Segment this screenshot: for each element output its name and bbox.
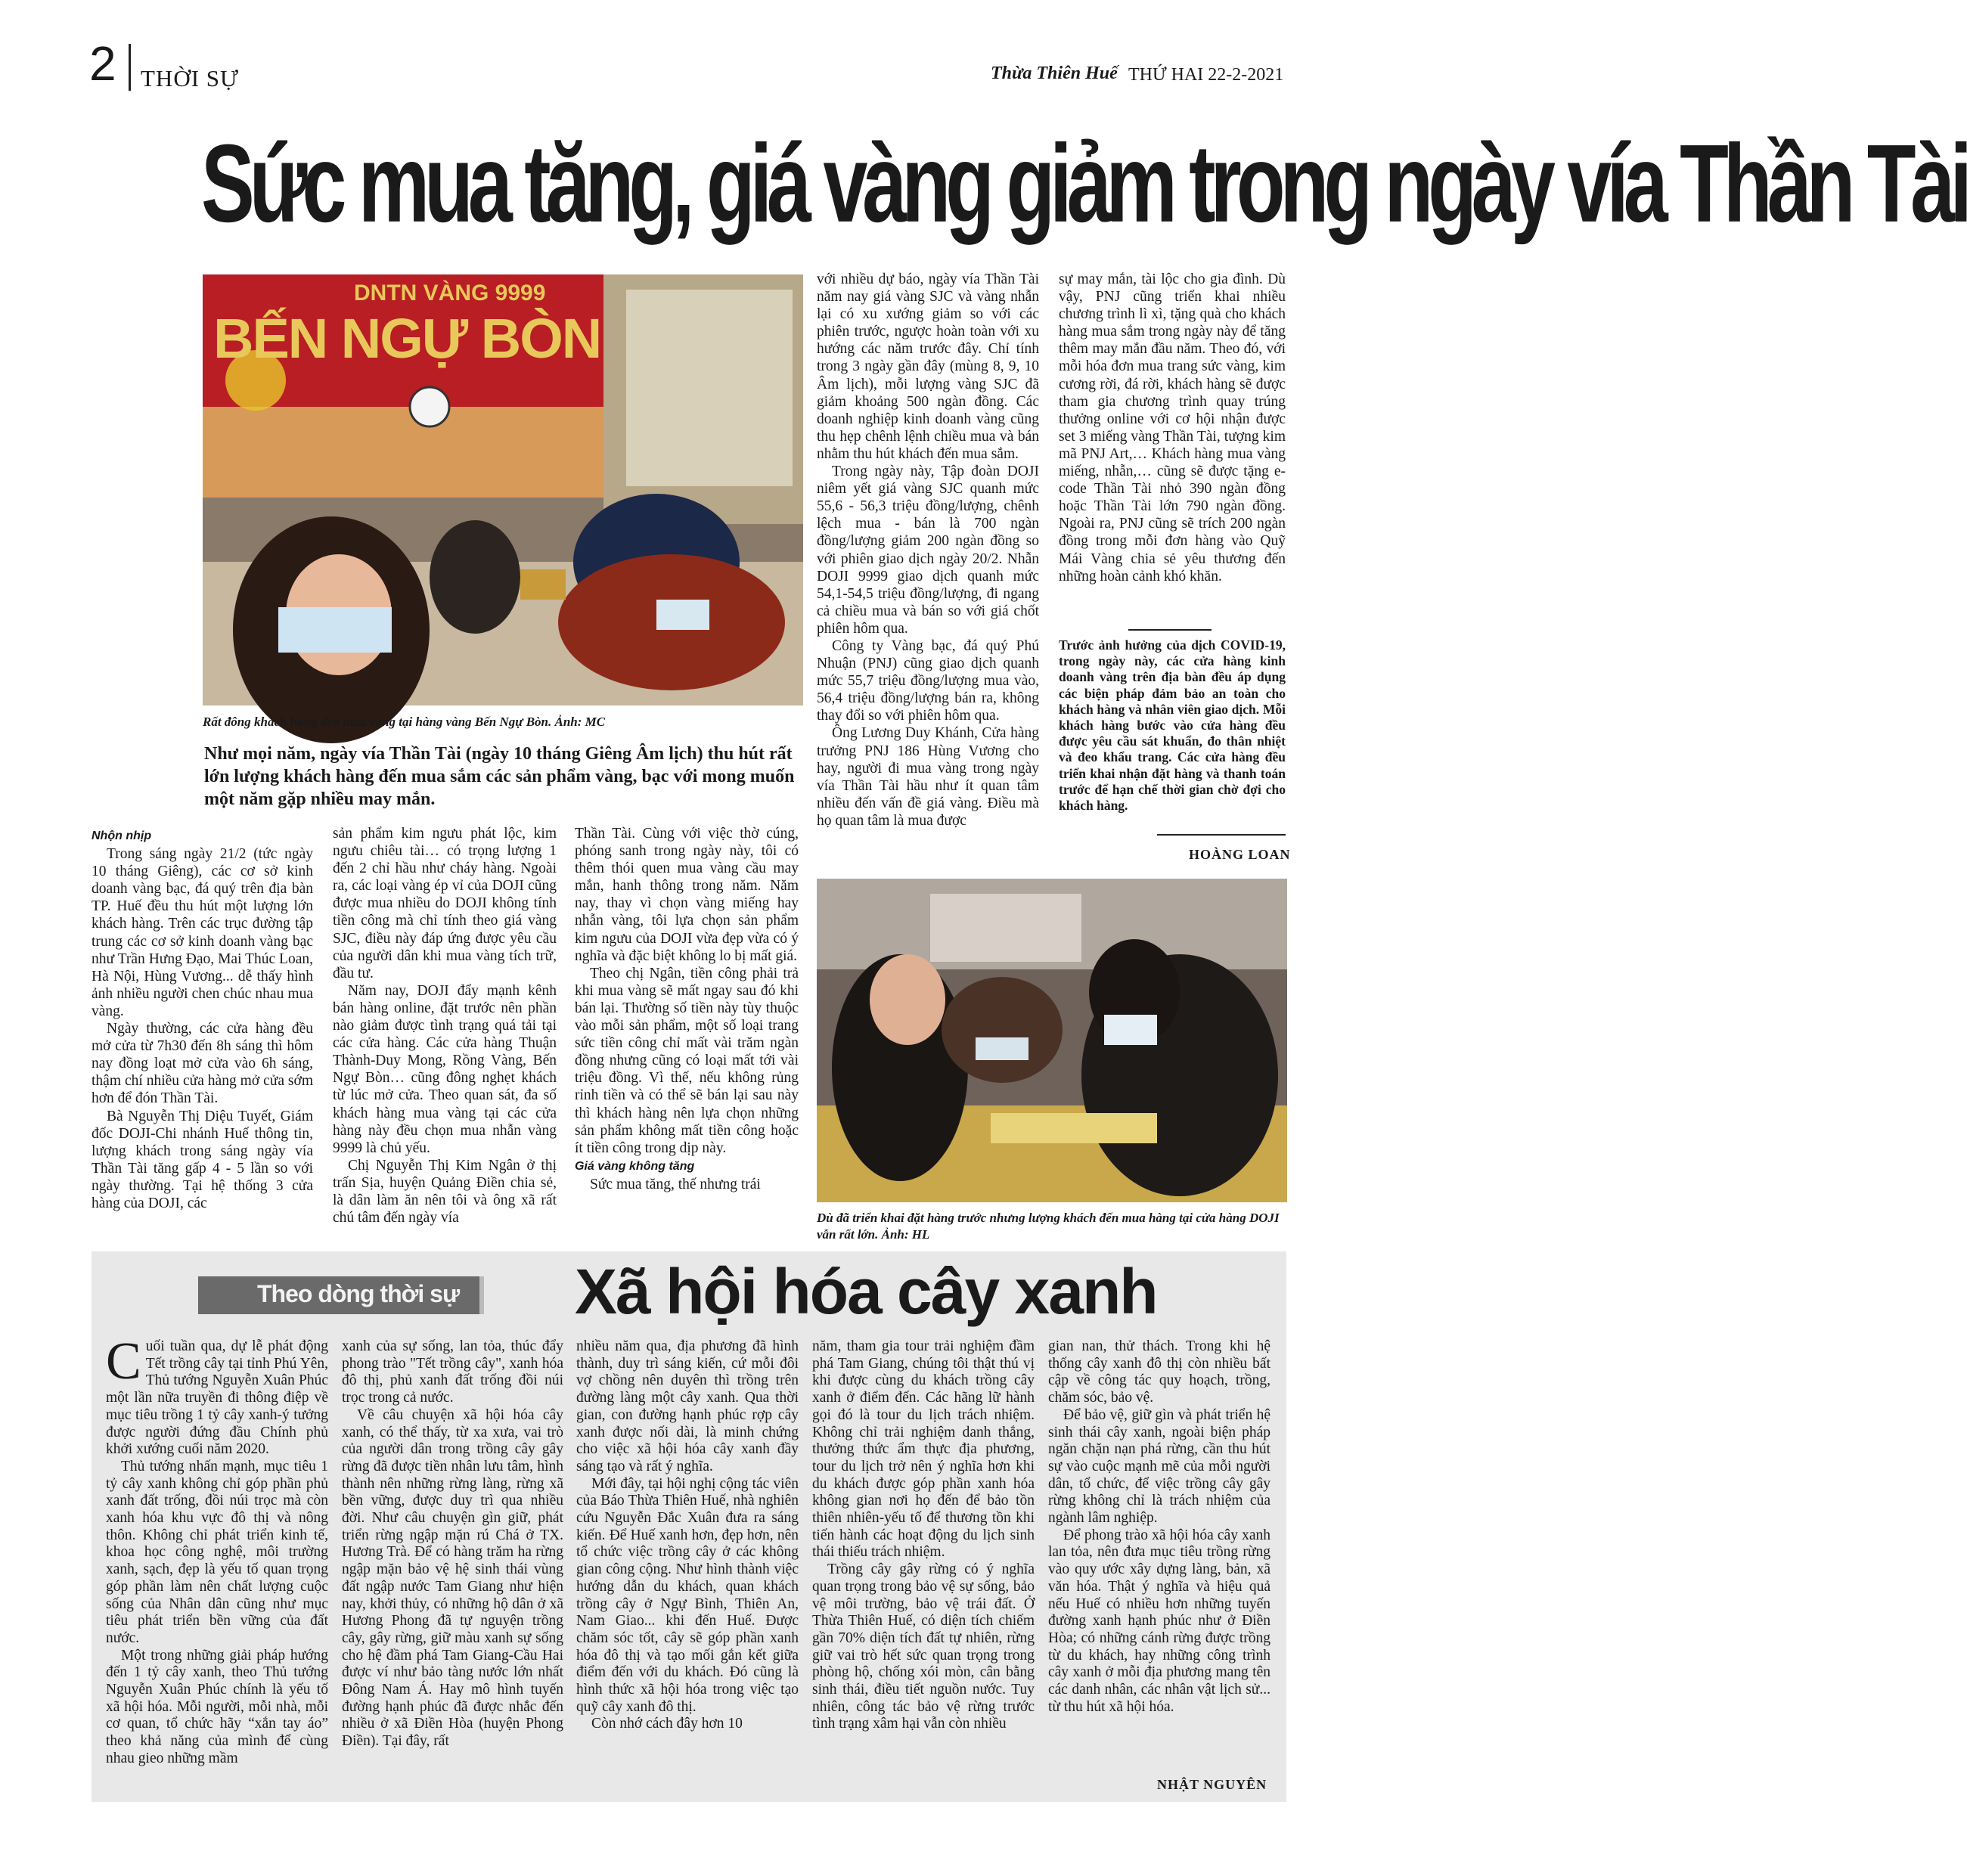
section-name: THỜI SỰ: [141, 65, 240, 91]
paragraph: Theo chị Ngân, tiền công phải trả khi mua vàng sẽ mất ngay sau đó khi bán lại. Thường số tiền này tùy thuộc vào mỗi sản phẩm, một số loại trang sức tiền công chỉ mất vài trăm ngàn đồng nhưng cũng có loại mất tới vài triệu đồng. Vì thế, nếu không rủng rỉnh tiền và có thể sẽ bán lại sau này thì khách hàng nên lựa chọn những sản phẩm không mất tiền công hoặc ít tiền công trong dịp này.: [575, 965, 799, 1156]
paragraph: Sức mua tăng, thế nhưng trái: [590, 1176, 761, 1192]
photo-store-name: BẾN NGỰ BÒN: [213, 307, 601, 370]
paragraph: năm, tham gia tour trải nghiệm đầm phá Tam Giang, chúng tôi thật thú vị khi được cùng du khách trồng cây xanh ở điểm đến. Các hãng lữ hành gọi đó là tour du lịch trách nhiệm. Không chỉ trải nghiệm danh thắng, thưởng thức ẩm thực địa phương, tour du lịch trở nên ý nghĩa hơn khi du khách được góp phần xanh hóa không gian nơi họ đến để bảo tồn thiên nhiên-yếu tố để thương tồn khi tiến hành các hoạt động du lịch sinh thái thiếu trách nhiệm.: [812, 1338, 1035, 1561]
photo-doji-store-image: [817, 879, 1287, 1202]
paragraph: với nhiều dự báo, ngày vía Thần Tài năm nay giá vàng SJC và vàng nhẫn lại có xu xướng giảm so với các phiên trước, ngược hoàn toàn với xu hướng các năm trước đây. Chỉ tính trong 3 ngày gần đây (mùng 8, 9, 10 Âm lịch), mỗi lượng vàng SJC đã giảm khoảng 500 ngàn đồng. Các doanh nghiệp kinh doanh vàng cũng thu hẹp chênh lệnh chiều mua và bán nhằm thu hút khách đến mua sắm.: [817, 271, 1039, 462]
paragraph: Mới đây, tại hội nghị cộng tác viên của Báo Thừa Thiên Huế, nhà nghiên cứu Nguyễn Đắc Xuân đưa ra sáng kiến. Để Huế xanh hơn, đẹp hơn, nên tổ chức việc trồng cây ở các không gian công cộng. Như hình thành việc hướng dẫn du khách, quan khách trồng cây ở Ngự Bình, Thiên An, Nam Giao... khi đến Huế. Được chăm sóc tốt, cây sẽ góp phần xanh hóa đô thị và tạo mối gắn kết giữa điểm đến với du khách. Đó cũng là hình thức xã hội hóa trong việc tạo quỹ cây xanh đô thị.: [576, 1475, 799, 1715]
paragraph: Chị Nguyễn Thị Kim Ngân ở thị trấn Sịa, huyện Quảng Điền chia sẻ, là dân làm ăn nên tôi và ông xã rất chú tâm đến ngày vía: [333, 1157, 557, 1226]
article-column: [333, 825, 557, 1226]
article-lead: Như mọi năm, ngày vía Thần Tài (ngày 10 tháng Giêng Âm lịch) thu hút rất lớn lượng khách hàng đến mua sắm các sản phẩm vàng, bạc với mong muốn một năm gặp nhiều may mắn.: [204, 744, 795, 809]
opinion-headline: Xã hội hóa cây xanh: [575, 1256, 1157, 1327]
opinion-author: NHẬT NGUYÊN: [1157, 1777, 1267, 1792]
paragraph: Ngày thường, các cửa hàng đều mở cửa từ 7h30 đến 8h sáng thì hôm nay đồng loạt mở cửa vào 6h sáng, thậm chí nhiều cửa hàng mở cửa sớm hơn để đón Thần Tài.: [92, 1021, 313, 1107]
paragraph: nhiều năm qua, địa phương đã hình thành, duy trì sáng kiến, cứ mỗi đôi vợ chồng nên duyên thì trồng trên đường làng một cây xanh. Qua thời gian, con đường hạnh phúc rợp cây xanh được nối dài, là minh chứng cho việc xã hội hóa cây xanh đầy sáng tạo và rất ý nghĩa.: [576, 1338, 799, 1474]
divider: [1128, 629, 1212, 631]
column-label: Theo dòng thời sự: [257, 1280, 460, 1307]
page-number: 2: [89, 36, 116, 91]
article-column: [92, 826, 313, 1212]
paragraph: Trong sáng ngày 21/2 (tức ngày 10 tháng Giêng), các cơ sở kinh doanh vàng bạc, đá quý trên địa bàn TP. Huế đều thu hút một lượng lớn khách hàng. Trên các trục đường tập trung các cơ sở kinh doanh vàng bạc như Trần Hưng Đạo, Mai Thúc Loan, Hà Nội, Hùng Vương... dễ thấy hình ảnh nhiều người chen chúc nhau mua vàng.: [92, 846, 313, 1019]
paragraph: Trồng cây gây rừng có ý nghĩa quan trọng trong bảo vệ sự sống, bảo vệ môi trường, bảo vệ trái đất. Ở Thừa Thiên Huế, có diện tích chiếm gần 70% diện tích đất tự nhiên, rừng giữ vai trò hết sức quan trọng trong phòng hộ, chống xói mòn, cân bằng sinh thái, điều tiết nguồn nước. Tuy nhiên, công tác bảo vệ rừng trước tình trạng xâm hại vẫn còn nhiều: [812, 1561, 1035, 1732]
paragraph: [106, 1332, 328, 1459]
paragraph: Để bảo vệ, giữ gìn và phát triển hệ sinh thái cây xanh, ngoài biện pháp ngăn chặn nạn phá rừng, cần thu hút sự vào cuộc mạnh mẽ của mỗi người dân, tổ chức, để việc trồng cây gây rừng không chỉ là trách nhiệm của ngành lâm nghiệp.: [1048, 1406, 1270, 1527]
article-column: [575, 825, 799, 1193]
divider: [1157, 834, 1286, 836]
paragraph-text: uối tuần qua, dự lễ phát động Tết trồng cây tại tỉnh Phú Yên, Thủ tướng Nguyễn Xuân Phúc một lần nữa truyền đi thông điệp về mục tiêu trồng 1 tỷ cây xanh-ý tưởng được người đứng đầu Chính phủ khởi xướng cuối năm 2020.: [106, 1338, 328, 1458]
subheading: Giá vàng không tăng: [575, 1159, 695, 1173]
article-author: HOÀNG LOAN: [1189, 847, 1291, 862]
photo-sign-text: DNTN VÀNG 9999: [354, 281, 546, 305]
article-column: [1059, 271, 1286, 585]
subheading: Nhộn nhịp: [92, 829, 152, 842]
paragraph: Một trong những giải pháp hướng đến 1 tỷ cây xanh, theo Thủ tướng Nguyễn Xuân Phúc chính là yếu tố xã hội hóa. Mỗi người, mỗi nhà, mỗi cơ quan, tổ chức hãy “xắn tay áo” theo khả năng của mình để cùng nhau gieo những mầm: [106, 1647, 328, 1766]
paragraph: Ông Lương Duy Khánh, Cửa hàng trưởng PNJ 186 Hùng Vương cho hay, người đi mua vàng trong ngày vía Thần Tài hầu như ít quan tâm nhiều đến vấn đề giá vàng. Điều mà họ quan tâm là mua được: [817, 725, 1039, 829]
article-column: [817, 271, 1039, 829]
opinion-column: [342, 1338, 563, 1750]
paragraph: Thủ tướng nhấn mạnh, mục tiêu 1 tỷ cây xanh không chỉ góp phần phủ xanh đất trống, đồi núi trọc mà còn xanh hóa khu vực đô thị và nông thôn. Không chỉ phát triển kinh tế, khoa học công nghệ, môi trường xanh, sạch, đẹp là yếu tố quan trọng góp phần làm nên chất lượng cuộc sống của Nhân dân cũng như mục tiêu phát triển bền vững của đất nước.: [106, 1458, 328, 1646]
covid-note: Trước ảnh hưởng của dịch COVID-19, trong ngày này, các cửa hàng kinh doanh vàng trên địa bàn đều áp dụng các biện pháp đảm bảo an toàn cho khách hàng và nhân viên giao dịch. Mỗi khách hàng bước vào cửa hàng đều được yêu cầu sát khuẩn, đo thân nhiệt và đeo khẩu trang. Các cửa hàng đều triển khai nhận đặt hàng và thanh toán trước để hạn chế thời gian chờ đợi cho khách hàng.: [1059, 637, 1286, 814]
issue-date: THỨ HAI 22-2-2021: [1128, 65, 1284, 85]
paragraph: gian nan, thử thách. Trong khi hệ thống cây xanh đô thị còn nhiều bất cập về công tác quy hoạch, trồng, chăm sóc, bảo vệ.: [1048, 1338, 1270, 1406]
paragraph: sự may mắn, tài lộc cho gia đình. Dù vậy, PNJ cũng triển khai nhiều chương trình lì xì, tặng quà cho khách hàng mua sắm trong ngày này để tăng thêm may mắn đầu năm. Theo đó, với mỗi hóa đơn mua trang sức vàng, kim cương rời, đá rời, khách hàng sẽ được tham gia chương trình quay trúng thưởng online với cơ hội nhận được set 3 miếng vàng Thần Tài, tượng kim mã PNJ Art,… Khách hàng mua vàng miếng, nhẫn,… cũng sẽ được tặng e-code Thần Tài nhỏ 390 ngàn đồng hoặc Thần Tài lớn 790 ngàn đồng. Ngoài ra, PNJ cũng sẽ trích 200 ngàn đồng trong mỗi đơn hàng vào Quỹ Mái Vàng chia sẻ yêu thương đến những hoàn cảnh khó khăn.: [1059, 271, 1286, 585]
article-headline: Sức mua tăng, giá vàng giảm trong ngày vía Thần Tài: [201, 122, 1967, 246]
drop-cap: C: [106, 1332, 141, 1391]
paragraph: Để phong trào xã hội hóa cây xanh lan tỏa, nên đưa mục tiêu trồng rừng vào quy ước xây dựng làng, bản, xã văn hóa. Thật ý nghĩa và hiệu quả nếu Huế có nhiều hơn những tuyến đường xanh hạnh phúc như ở Điền Hòa; có những cánh rừng được trồng từ du khách, hay những công trình cây xanh ở mỗi địa phương mang tên các danh nhân, các nhân vật lịch sử... từ thu hút xã hội hóa.: [1048, 1527, 1270, 1715]
opinion-column: [576, 1338, 799, 1733]
photo-doji-store: [817, 879, 1287, 1202]
photo-gold-shop-crowd: [203, 274, 803, 705]
paragraph: Trong ngày này, Tập đoàn DOJI niêm yết giá vàng SJC quanh mức 55,6 - 56,3 triệu đồng/lượng, chênh lệch mua - bán là 700 ngàn đồng/lượng giảm 200 ngàn đồng so với phiên giao dịch ngày 20/2. Nhẫn DOJI 9999 giao dịch quanh mức 54,1-54,5 triệu đồng/lượng, đi ngang cả chiều mua và bán so với giá chốt phiên hôm qua.: [817, 464, 1039, 637]
header-divider: [129, 44, 131, 91]
paragraph: Về câu chuyện xã hội hóa cây xanh, có thể thấy, từ xa xưa, vai trò của người dân trong trồng cây gây rừng đã được tiền nhân lưu tâm, hình thành nên những rừng làng, rừng xã bền vững, được duy trì qua nhiều đời. Như câu chuyện gìn giữ, phát triển rừng ngập mặn rú Chá ở TX. Hương Trà. Để có hàng trăm ha rừng ngập mặn bảo vệ hệ sinh thái vùng đất ngập nước Tam Giang như hiện nay, khởi thủy, có những hộ dân ở xã Hương Phong đã tự nguyện trồng cây, gây rừng, giữ màu xanh sự sống cho hệ đầm phá Tam Giang-Cầu Hai được ví như bảo tàng nước lớn nhất Đông Nam Á. Hay mô hình tuyến đường hạnh phúc đã được nhắc đến nhiều ở xã Điền Hòa (huyện Phong Điền). Tại đây, rất: [342, 1406, 563, 1750]
paragraph: xanh của sự sống, lan tỏa, thúc đẩy phong trào "Tết trồng cây", xanh hóa đô thị, phủ xanh đất trống đồi núi trọc trong cả nước.: [342, 1338, 563, 1406]
opinion-column: [1048, 1338, 1270, 1716]
paragraph: Bà Nguyễn Thị Diệu Tuyết, Giám đốc DOJI-Chi nhánh Huế thông tin, lượng khách trong sáng ngày vía Thần Tài tăng gấp 4 - 5 lần so với ngày thường. Tại hệ thống 3 cửa hàng của DOJI, các: [92, 1108, 313, 1211]
paragraph: Năm nay, DOJI đẩy mạnh kênh bán hàng online, đặt trước nên phần nào giảm được tình trạng quá tải tại các cửa hàng. Các cửa hàng Thuận Thành-Duy Mong, Rồng Vàng, Bến Ngự Bòn… cũng đông nghẹt khách từ lúc mở cửa. Theo quan sát, đa số khách hàng mua vàng tại các cửa hàng này đều chọn mua nhẫn vàng 9999 là chủ yếu.: [333, 982, 557, 1156]
paragraph: Còn nhớ cách đây hơn 10: [591, 1716, 743, 1732]
opinion-column: [106, 1332, 328, 1768]
opinion-column: [812, 1338, 1035, 1733]
paragraph: sản phẩm kim ngưu phát lộc, kim ngưu chiêu tài… có trọng lượng 1 đến 2 chỉ hầu như cháy hàng. Ngoài ra, các loại vàng ép vỉ của DOJI cũng được mua nhiều do DOJI không tính tiền công mà chỉ tính theo giá vàng SJC, điều này đáp ứng được yêu cầu của người dân khi mua vàng tích trữ, đầu tư.: [333, 826, 557, 981]
photo-caption: Dù đã triển khai đặt hàng trước nhưng lượng khách đến mua hàng tại cửa hàng DOJI vẫn rất lớn. Ảnh: HL: [817, 1211, 1280, 1242]
paragraph: Công ty Vàng bạc, đá quý Phú Nhuận (PNJ) cũng giao dịch quanh mức 55,7 triệu đồng/lượng mua vào, 56,4 triệu đồng/lượng bán ra, không thay đổi so với phiên hôm qua.: [817, 637, 1039, 724]
photo-caption: Rất đông khách hàng đến mua vàng tại hàng vàng Bến Ngự Bòn. Ảnh: MC: [203, 715, 606, 729]
paragraph: Thần Tài. Cùng với việc thờ cúng, phóng sanh trong ngày này, tôi có thêm thói quen mua vàng cầu may mắn, hanh thông trong năm. Năm nay, thay vì chọn vàng miếng hay nhẫn vàng, tôi lựa chọn sản phẩm kim ngưu của DOJI vừa đẹp vừa có ý nghĩa và đặc biệt không lo bị mất giá.: [575, 826, 799, 964]
newspaper-name: Thừa Thiên Huế: [991, 64, 1118, 83]
